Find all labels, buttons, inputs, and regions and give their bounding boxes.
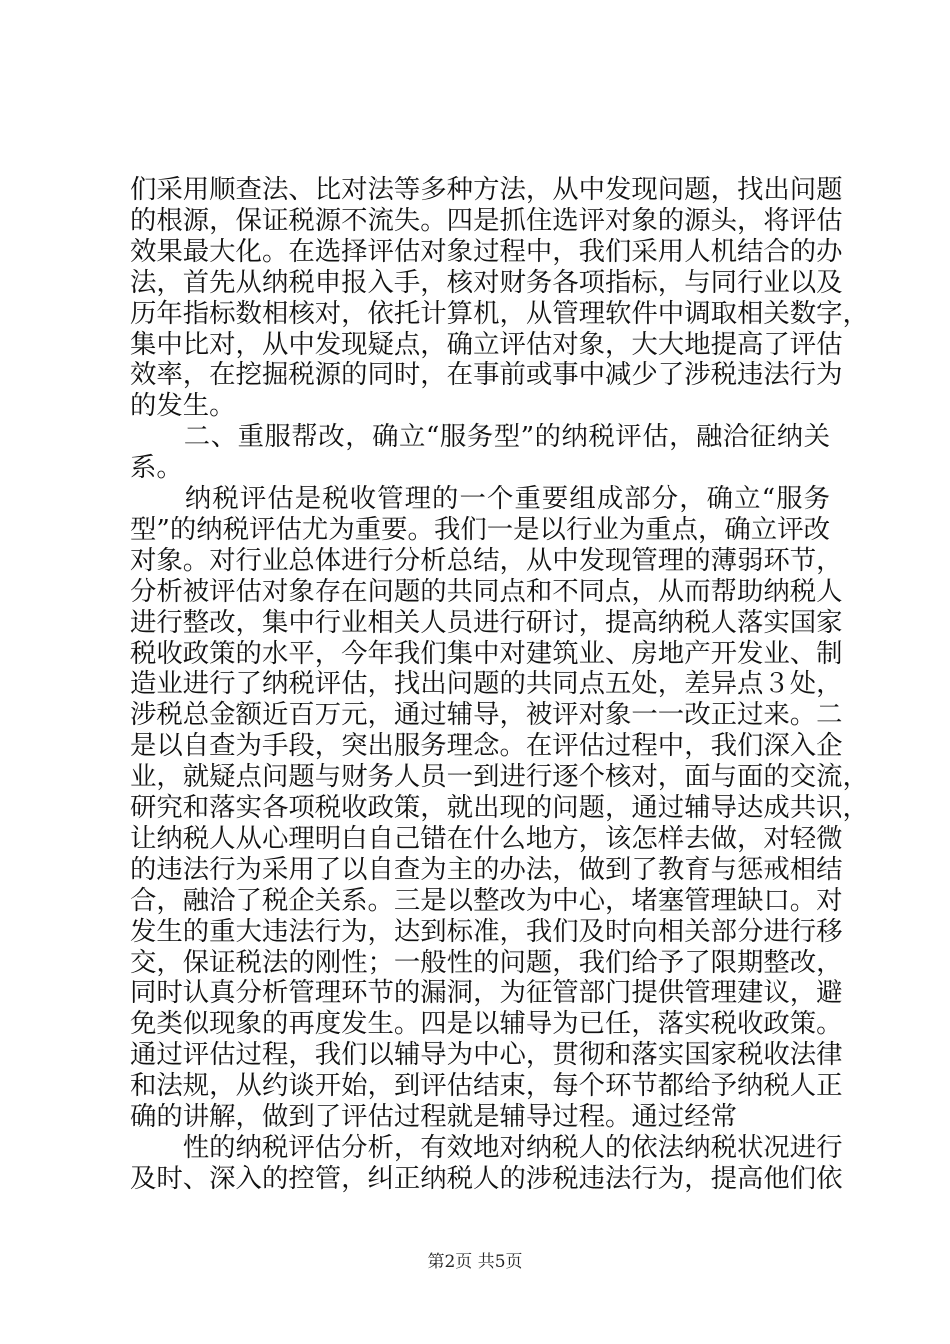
body-text-line: 业，就疑点问题与财务人员一到进行逐个核对，面与面的交流， bbox=[130, 761, 869, 793]
body-text-line: 进行整改，集中行业相关人员进行研讨，提高纳税人落实国家 bbox=[130, 606, 843, 638]
body-text-line: 型”的纳税评估尤为重要。我们一是以行业为重点，确立评改 bbox=[130, 513, 830, 545]
body-text-line: 合，融洽了税企关系。三是以整改为中心，堵塞管理缺口。对 bbox=[130, 884, 843, 916]
body-text-line: 的违法行为采用了以自查为主的办法，做到了教育与惩戒相结 bbox=[130, 853, 843, 885]
body-text-line: 让纳税人从心理明白自己错在什么地方，该怎样去做，对轻微 bbox=[130, 822, 843, 854]
body-text-line: 免类似现象的再度发生。四是以辅导为已任，落实税收政策。 bbox=[130, 1008, 843, 1040]
body-text-line: 效率，在挖掘税源的同时，在事前或事中减少了涉税违法行为 bbox=[130, 359, 843, 391]
body-text-line: 造业进行了纳税评估，找出问题的共同点五处，差异点３处， bbox=[130, 668, 843, 700]
body-text-line: 税收政策的水平，今年我们集中对建筑业、房地产开发业、制 bbox=[130, 637, 843, 669]
body-text-line: 纳税评估是税收管理的一个重要组成部分，确立“服务 bbox=[130, 483, 830, 514]
section-heading-line: 系。 bbox=[130, 452, 183, 484]
body-text-line: 通过评估过程，我们以辅导为中心，贯彻和落实国家税收法律 bbox=[130, 1039, 843, 1071]
body-text-line: 法，首先从纳税申报入手，核对财务各项指标，与同行业以及 bbox=[130, 266, 843, 298]
body-text-line: 对象。对行业总体进行分析总结，从中发现管理的薄弱环节， bbox=[130, 544, 843, 576]
page-number-footer: 第2页 共5页 bbox=[427, 1252, 523, 1272]
body-text-line: 性的纳税评估分析，有效地对纳税人的依法纳税状况进行 bbox=[130, 1131, 843, 1163]
body-text-line: 研究和落实各项税收政策，就出现的问题，通过辅导达成共识， bbox=[130, 792, 869, 823]
body-text-line: 交，保证税法的刚性；一般性的问题，我们给予了限期整改， bbox=[130, 946, 843, 978]
body-text-line: 发生的重大违法行为，达到标准，我们及时向相关部分进行移 bbox=[130, 915, 843, 947]
body-text-line: 涉税总金额近百万元，通过辅导，被评对象一一改正过来。二 bbox=[130, 699, 843, 731]
body-text-line: 效果最大化。在选择评估对象过程中，我们采用人机结合的办 bbox=[130, 235, 843, 267]
body-text-line: 是以自查为手段，突出服务理念。在评估过程中，我们深入企 bbox=[130, 730, 843, 762]
body-text-line: 同时认真分析管理环节的漏洞，为征管部门提供管理建议，避 bbox=[130, 977, 843, 1009]
body-text-line: 及时、深入的控管，纠正纳税人的涉税违法行为，提高他们依 bbox=[130, 1162, 843, 1194]
section-heading-line: 二、重服帮改，确立“服务型”的纳税评估，融洽征纳关 bbox=[130, 421, 830, 453]
body-text-line: 和法规，从约谈开始，到评估结束，每个环节都给予纳税人正 bbox=[130, 1070, 843, 1102]
body-text-line: 的发生。 bbox=[130, 390, 236, 422]
body-text-line: 集中比对，从中发现疑点，确立评估对象，大大地提高了评估 bbox=[130, 328, 843, 360]
body-text-line: 确的讲解，做到了评估过程就是辅导过程。通过经常 bbox=[130, 1101, 737, 1132]
body-text-line: 的根源，保证税源不流失。四是抓住选评对象的源头，将评估 bbox=[130, 204, 843, 236]
body-text-line: 们采用顺查法、比对法等多种方法，从中发现问题，找出问题 bbox=[130, 174, 843, 205]
body-text-line: 历年指标数相核对，依托计算机，从管理软件中调取相关数字， bbox=[130, 297, 869, 329]
body-text-line: 分析被评估对象存在问题的共同点和不同点，从而帮助纳税人 bbox=[130, 575, 843, 607]
